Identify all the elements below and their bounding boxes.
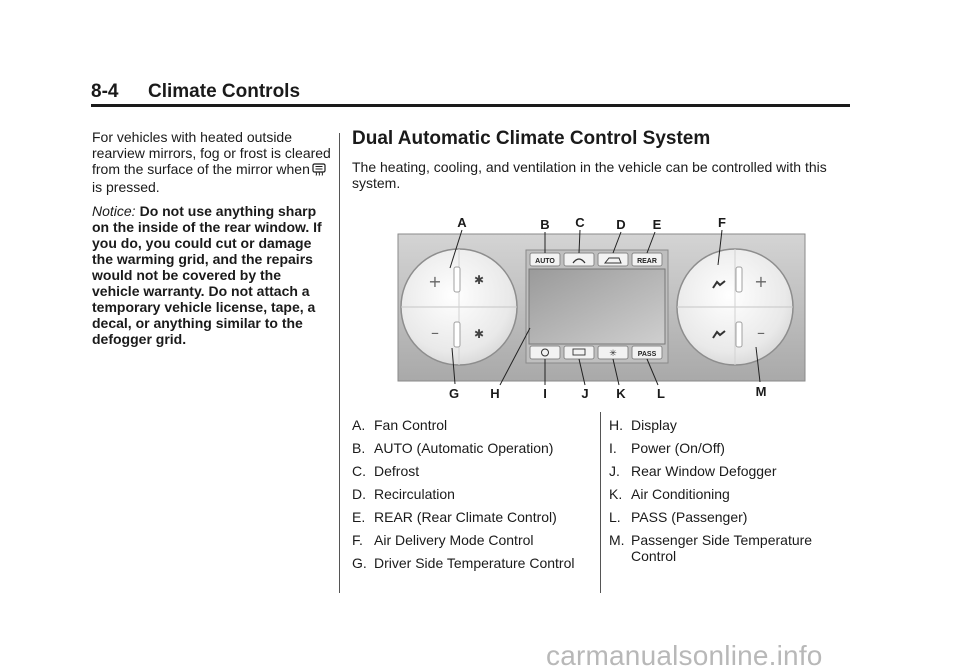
page-header [91, 81, 851, 105]
callout-j: J [581, 386, 589, 401]
callout-a: A [457, 215, 467, 230]
auto-button-label: AUTO [535, 258, 555, 265]
list-item: C. Defrost [352, 463, 420, 479]
watermark: carmanualsonline.info [546, 640, 823, 671]
legend-left [352, 417, 597, 578]
header-rule [91, 104, 850, 107]
callout-e: E [652, 217, 662, 232]
list-item: K. Air Conditioning [609, 486, 730, 502]
rear-button-label: REAR [637, 258, 657, 265]
callout-l: L [657, 386, 665, 401]
callout-b: B [540, 217, 550, 232]
list-item: L. PASS (Passenger) [609, 509, 748, 525]
svg-text:✳: ✳ [609, 349, 617, 359]
legend-right [609, 417, 849, 571]
rear-defog-icon [312, 163, 326, 179]
display-screen [529, 269, 665, 344]
callout-h: H [490, 386, 500, 401]
list-item: M. Passenger Side Temperature Control [609, 532, 813, 564]
list-item: E. REAR (Rear Climate Control) [352, 509, 557, 525]
callout-f: F [718, 215, 726, 230]
callout-k: K [616, 386, 626, 401]
driver-knob [401, 249, 517, 365]
section-number: 8-4 [91, 81, 119, 102]
callout-i: I [543, 386, 547, 401]
svg-text:–: – [431, 323, 439, 342]
notice-paragraph [92, 203, 332, 347]
legend-divider [600, 412, 601, 593]
svg-text:–: – [757, 323, 765, 342]
notice-label: Notice: [92, 203, 136, 219]
svg-text:+: + [428, 272, 442, 291]
callout-m: M [755, 384, 767, 399]
list-item: A. Fan Control [352, 417, 448, 433]
section-title: Climate Controls [148, 81, 301, 102]
svg-text:✱: ✱ [473, 273, 485, 287]
list-item: G. Driver Side Temperature Control [352, 555, 575, 571]
climate-control-figure [375, 210, 815, 405]
callout-c: C [575, 215, 585, 230]
list-item: B. AUTO (Automatic Operation) [352, 440, 554, 456]
pass-button-label: PASS [637, 351, 657, 358]
callout-g: G [448, 386, 460, 401]
svg-text:✱: ✱ [473, 327, 485, 341]
list-item: F. Air Delivery Mode Control [352, 532, 534, 548]
callout-d: D [616, 217, 626, 232]
column-divider [339, 133, 340, 593]
list-item: J. Rear Window Defogger [609, 463, 777, 479]
intro-text: The heating, cooling, and ventilation in the vehicle can be controlled with this system. [352, 159, 827, 191]
mirror-paragraph: For vehicles with heated outside rearview mirrors, fog or frost is cleared from the surface of the mirror whenis pressed. [92, 129, 331, 195]
notice-text: Do not use anything sharp on the inside of the rear window. If you do, you could cut or damage the warming grid, and the repairs would not be covered by the vehicle warranty. Do not attach a temporary vehicle license, tape, a decal, or anything similar to the defogger grid. [92, 203, 322, 347]
svg-text:+: + [754, 272, 768, 291]
main-title: Dual Automatic Climate Control System [352, 128, 711, 149]
passenger-knob [677, 249, 793, 365]
list-item: D. Recirculation [352, 486, 455, 502]
list-item: I. Power (On/Off) [609, 440, 725, 456]
left-column [92, 129, 332, 355]
list-item: H. Display [609, 417, 677, 433]
climate-panel-illustration [375, 210, 815, 405]
